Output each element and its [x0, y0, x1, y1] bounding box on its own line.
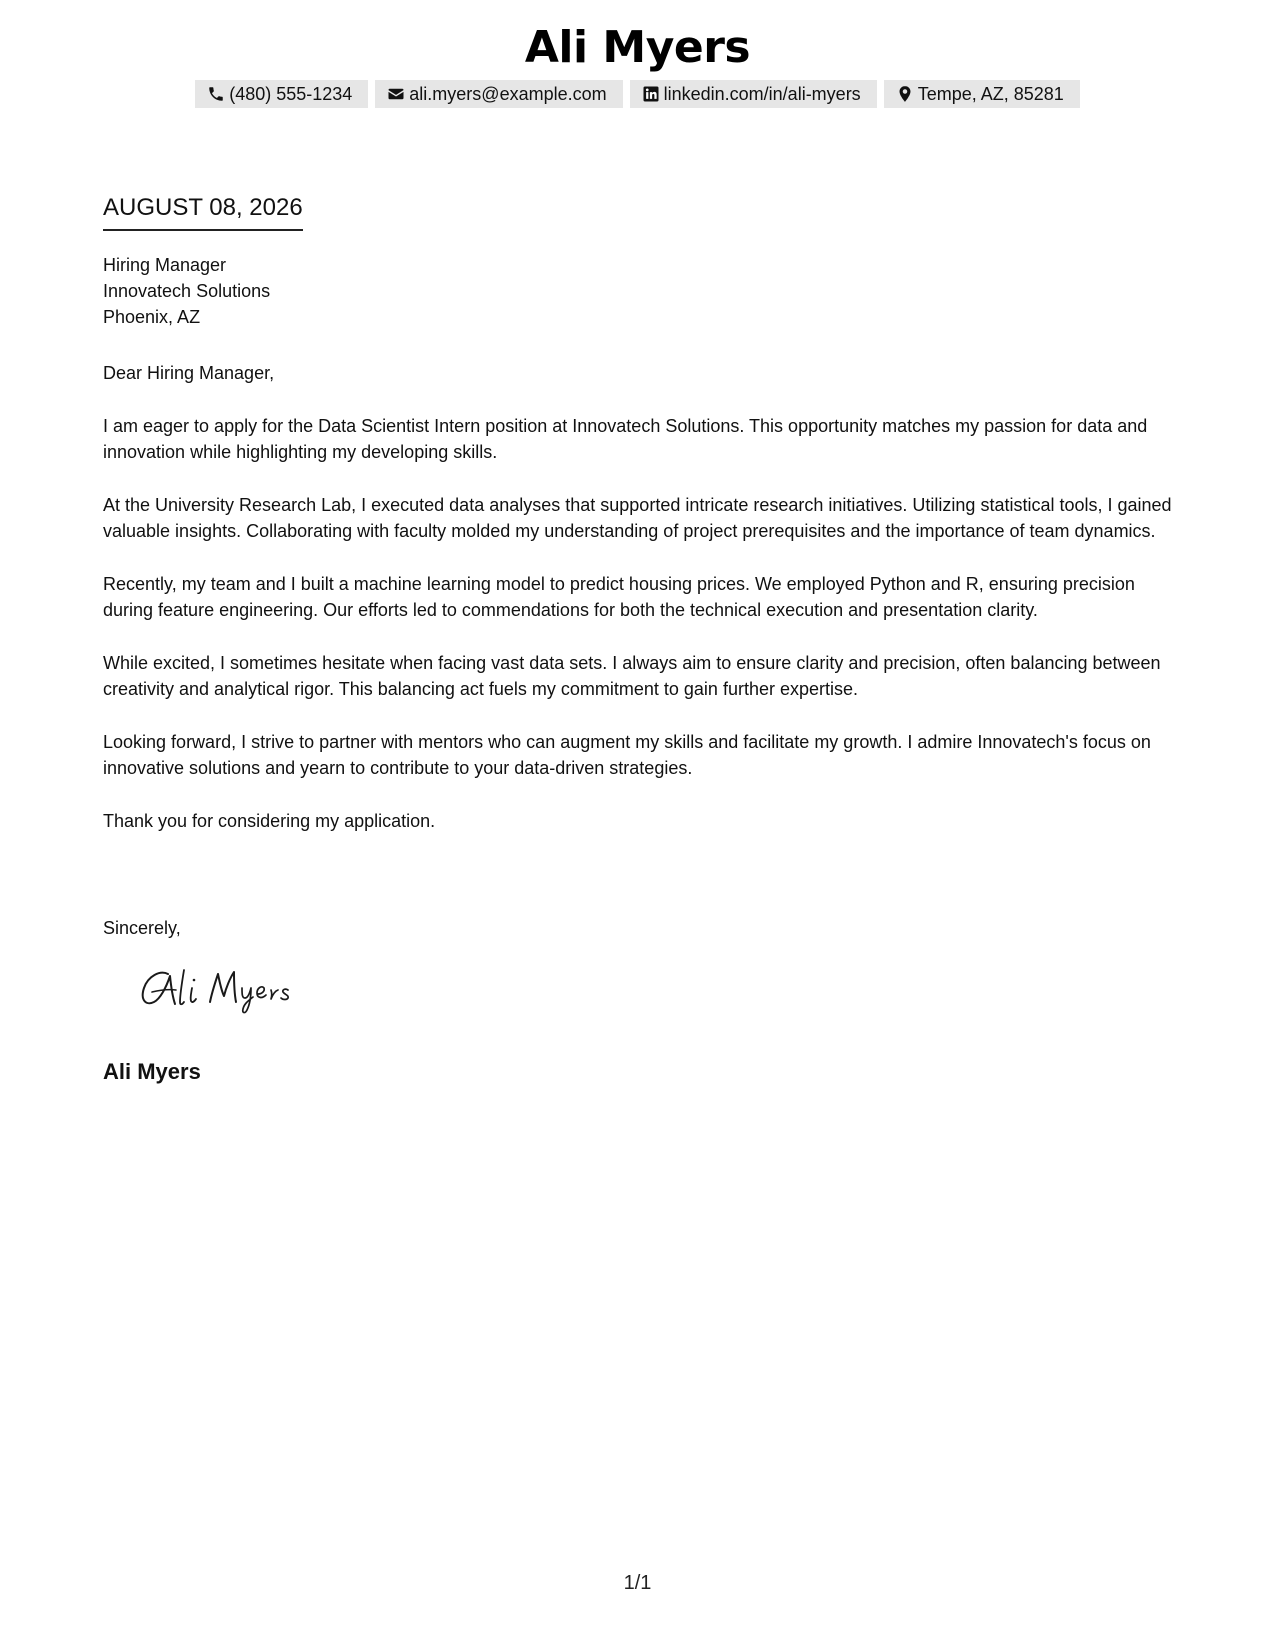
contact-phone[interactable]: [195, 80, 368, 108]
salutation: Dear Hiring Manager,: [103, 363, 275, 383]
map-pin-icon: [896, 85, 914, 103]
recipient-company: Innovatech Solutions: [103, 281, 271, 301]
body-paragraph: Looking forward, I strive to partner with mentors who can augment my skills and facilitate my growth. I admire Innovatech's focus on innovative solutions and yearn to contribute to your data-driven strategies.: [103, 731, 1151, 778]
letter-date: AUGUST 08, 2026: [103, 193, 303, 231]
handwritten-signature: [138, 962, 328, 1022]
body-paragraph: While excited, I sometimes hesitate when facing vast data sets. I always aim to ensure clarity and precision, often balancing between creativity and analytical rigor. This balancing act fuels my commitment to gain further expertise.: [103, 652, 1161, 699]
phone-icon: [207, 85, 225, 103]
body-paragraph: At the University Research Lab, I executed data analyses that supported intricate research initiatives. Utilizing statistical tools, I gained valuable insights. Collaborating with faculty molded my understanding of project prerequisites and the importance of team dynamics.: [103, 494, 1172, 541]
body-paragraph: I am eager to apply for the Data Scientist Intern position at Innovatech Solutions. This opportunity matches my passion for data and innovation while highlighting my developing skills.: [103, 415, 1148, 462]
signer-name: Ali Myers: [103, 1059, 201, 1084]
contact-email-text: ali.myers@example.com: [409, 84, 607, 104]
contact-phone-text: (480) 555-1234: [229, 84, 353, 104]
page-number: 1/1: [623, 1572, 652, 1594]
recipient-location: Phoenix, AZ: [103, 307, 201, 327]
contact-location[interactable]: [884, 80, 1080, 108]
body-paragraph: Recently, my team and I built a machine learning model to predict housing prices. We employed Python and R, ensuring precision during feature engineering. Our efforts led to commendations for both the technical execution and presentation clarity.: [103, 573, 1135, 620]
contact-linkedin[interactable]: [630, 80, 877, 108]
contact-location-text: Tempe, AZ, 85281: [917, 84, 1064, 104]
closing-line: Sincerely,: [103, 918, 181, 938]
contact-email[interactable]: [375, 80, 622, 108]
contact-linkedin-text: linkedin.com/in/ali-myers: [663, 84, 861, 104]
recipient-title: Hiring Manager: [103, 255, 227, 275]
letter-body: [103, 360, 1183, 860]
envelope-icon: [387, 85, 405, 103]
body-paragraph: Thank you for considering my application.: [103, 810, 436, 831]
recipient-address-block: [103, 252, 270, 330]
linkedin-icon: [642, 85, 660, 103]
applicant-name-heading: Ali Myers: [524, 22, 751, 73]
contact-info-bar: [0, 80, 1275, 108]
